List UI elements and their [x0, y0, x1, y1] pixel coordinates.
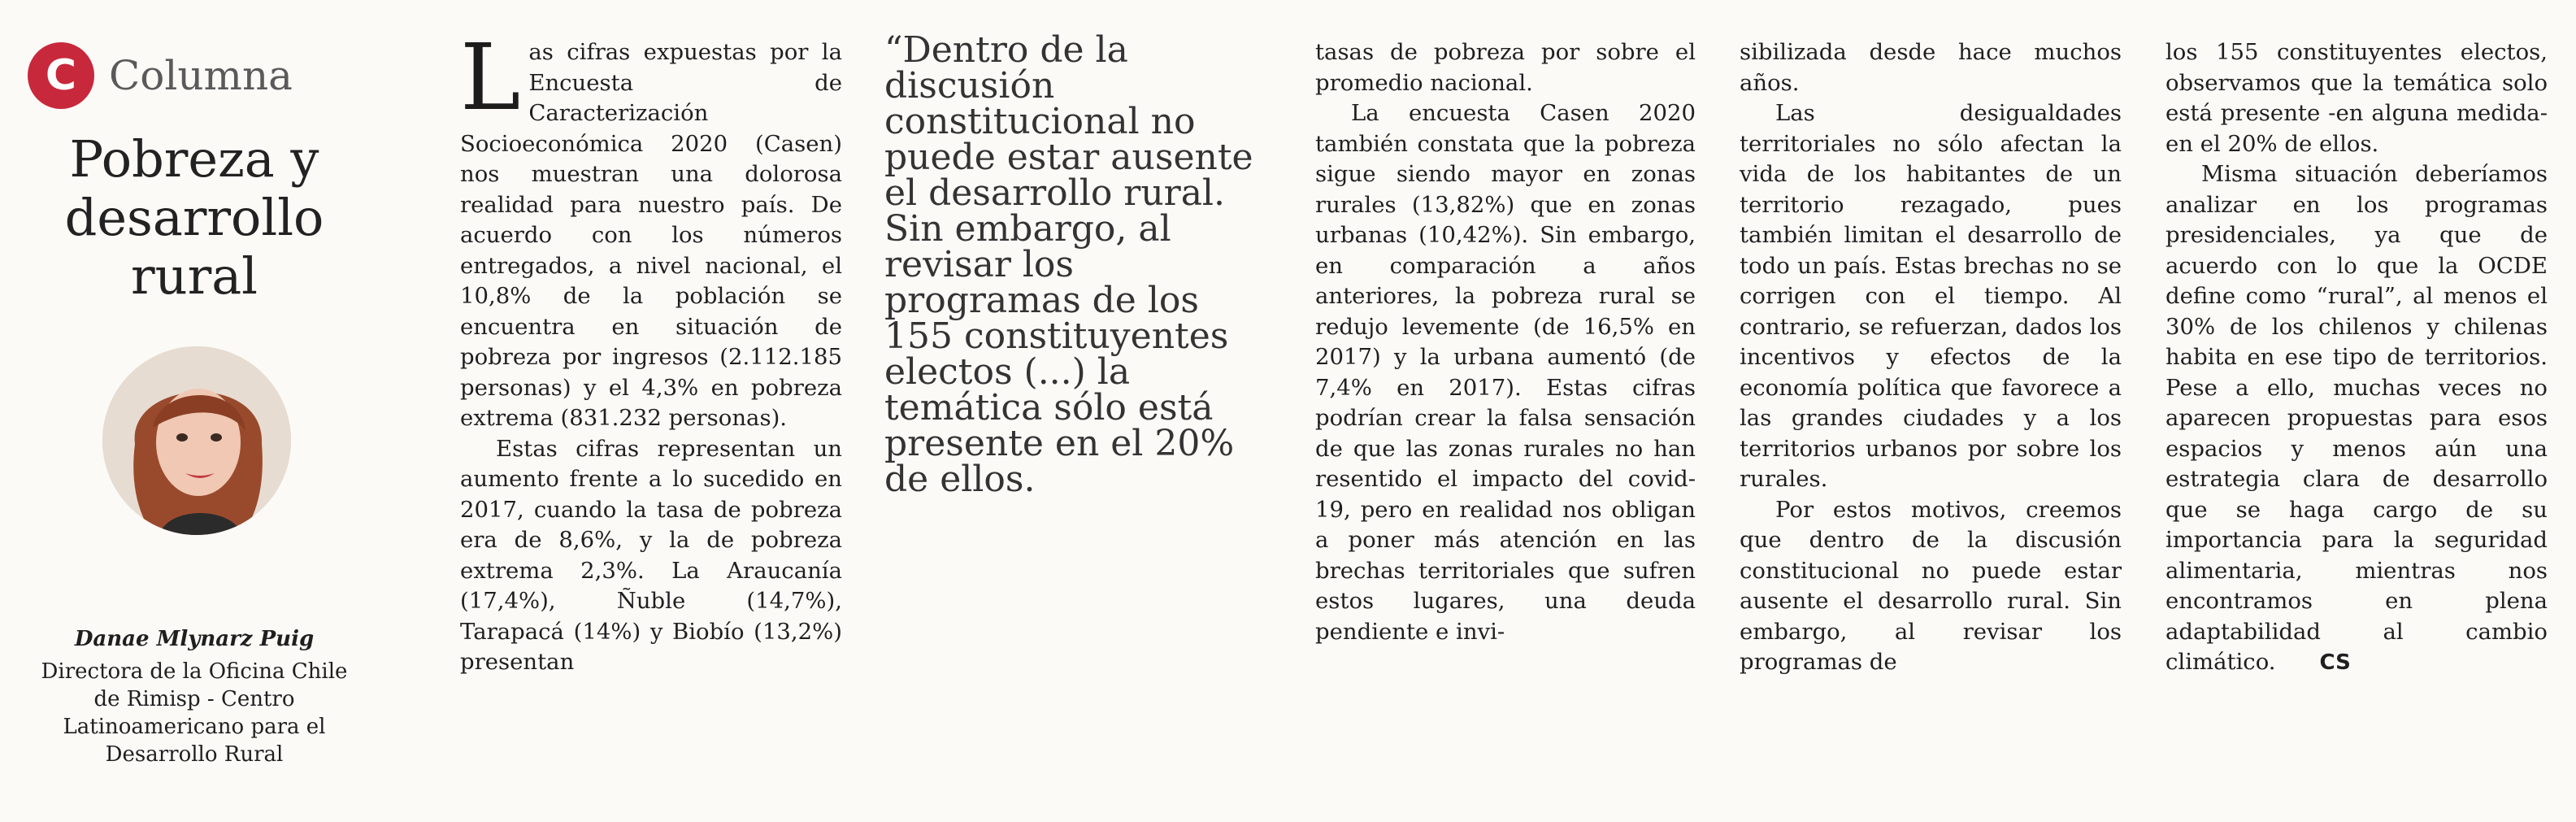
article-title [28, 130, 361, 306]
article-column-2 [1315, 37, 1696, 647]
article-column-1 [460, 25, 842, 678]
paragraph: Estas cifras representan un aumento frente a lo sucedido en 2017, cuando la tasa de pobreza era de 8,6%, y la de pobreza extrema 2,3%. La Araucanía (17,4%), Ñuble (14,7%), Tarapacá (14%) y Biobío (13,2%) presentan [460, 435, 842, 675]
author-role-line: de Rimisp - Centro [93, 687, 295, 711]
section-header [28, 31, 293, 120]
author-role [28, 658, 361, 768]
author-role-line: Desarrollo Rural [105, 742, 284, 767]
paragraph-text: Misma situación deberíamos analizar en los programas presidenciales, ya que de acuerdo con lo que la OCDE define como “rural”, al menos el 30% de los chilenos y chilenas habita en ese tipo de territorios. Pese a ello, muchas veces no aparecen propuestas para esos espacios y menos aún una estrategia clara de desarrollo que se haga cargo de su importancia para la seguridad alimentaria, mientras nos encontramos en plena adaptabilidad al cambio climático. [2165, 161, 2548, 675]
column-sidebar [28, 31, 361, 803]
paragraph: Por estos motivos, creemos que dentro de la discusión constitucional no puede estar ausente el desarrollo rural. Sin embargo, al revisar los programas de [1740, 496, 2122, 675]
title-line: rural [131, 246, 258, 306]
paragraph: La encuesta Casen 2020 también constata que la pobreza sigue siendo mayor en zonas rurales (13,82%) que en zonas urbanas (10,42%). Sin embargo, en comparación a años anteriores, la pobreza rural se redujo levemente (de 16,5% en 2017) y la urbana aumentó (de 7,4% en 2017). Estas cifras podrían crear la falsa sensación de que las zonas rurales no han resentido el impacto del covid-19, pero en realidad nos obligan a poner más atención en las brechas territoriales que sufren estos lugares, una deuda pendiente e invi- [1315, 100, 1696, 645]
title-line: Pobreza y [69, 129, 319, 189]
author-portrait-icon [102, 346, 291, 535]
pull-quote: “Dentro de la discusión constitucional no puede estar ausente el desarrollo rural. Sin embargo, al revisar los programas de los 155 constituyentes electos (...) la temática sólo está presente en el 20% de ellos. [884, 29, 1253, 500]
author-avatar [102, 346, 291, 535]
section-label: Columna [109, 52, 293, 99]
paragraph: sibilizada desde hace muchos años. [1740, 39, 2122, 96]
article-column-4 [2165, 37, 2548, 679]
paragraph [2165, 159, 2548, 679]
paragraph [460, 25, 842, 434]
paragraph: tasas de pobreza por sobre el promedio nacional. [1315, 39, 1696, 96]
article-column-3 [1740, 37, 2122, 678]
end-mark-icon: CS [2319, 650, 2351, 675]
title-line: desarrollo [64, 188, 324, 247]
author-role-line: Directora de la Oficina Chile [41, 659, 348, 684]
paragraph-text: as cifras expuestas por la Encuesta de Caracterización Socioeconómica 2020 (Casen) nos muestran una dolorosa realidad para nuestro país. De acuerdo con los números entregados, a nivel nacional, el 10,8% de la población se encuentra en situación de pobreza por ingresos (2.112.185 personas) y el 4,3% en pobreza extrema (831.232 personas). [460, 39, 842, 431]
section-badge-icon: C [28, 42, 94, 109]
author-name: Danae Mlynarz Puig [74, 627, 315, 651]
paragraph: los 155 constituyentes electos, observamos que la temática solo está presente -en alguna medida- en el 20% de ellos. [2165, 39, 2548, 157]
author-role-line: Latinoamericano para el [63, 715, 326, 739]
drop-cap: L [460, 25, 521, 131]
paragraph: Las desigualdades territoriales no sólo afectan la vida de los habitantes de un territorio rezagado, pues también limitan el desarrollo de todo un país. Estas brechas no se corrigen con el tiempo. Al contrario, se refuerzan, dados los incentivos y efectos de la economía política que favorece a las grandes ciudades y a los territorios urbanos por sobre los rurales. [1740, 100, 2122, 492]
